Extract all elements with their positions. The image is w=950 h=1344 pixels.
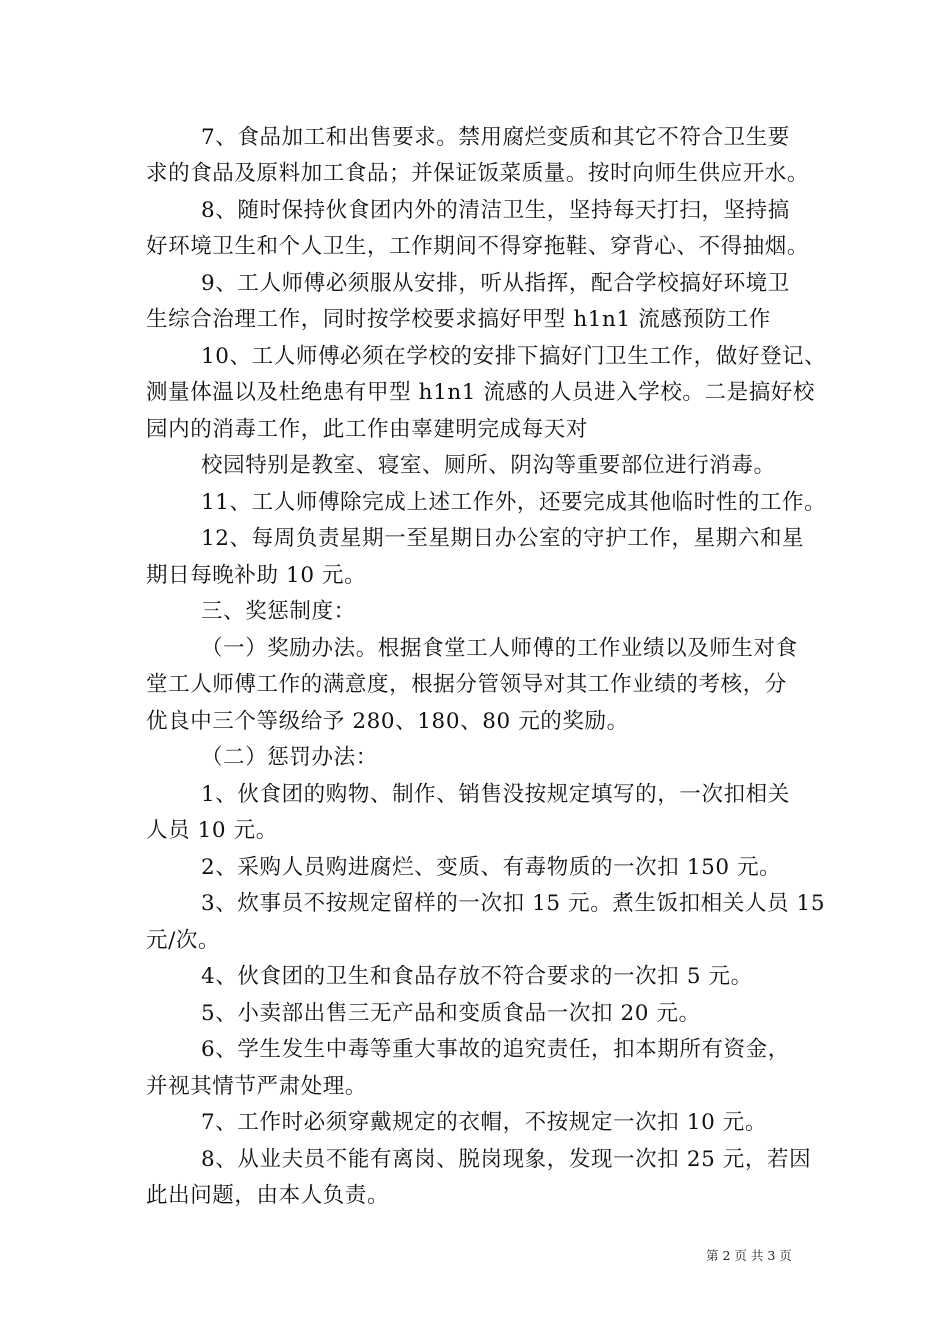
text-line: 7、食品加工和出售要求。禁用腐烂变质和其它不符合卫生要 (201, 125, 790, 150)
text-line: 7、工作时必须穿戴规定的衣帽，不按规定一次扣 10 元。 (201, 1110, 768, 1135)
text-line: 2、采购人员购进腐烂、变质、有毒物质的一次扣 150 元。 (201, 855, 782, 880)
subsection-heading: （二）惩罚办法： (201, 745, 378, 770)
text-line: 生综合治理工作，同时按学校要求搞好甲型 h1n1 流感预防工作 (146, 307, 771, 332)
text-line: 求的食品及原料加工食品；并保证饭菜质量。按时向师生供应开水。 (146, 161, 810, 186)
text-line: 好环境卫生和个人卫生，工作期间不得穿拖鞋、穿背心、不得抽烟。 (146, 234, 810, 259)
section-heading: 三、奖惩制度： (201, 599, 356, 624)
page-number: 第 2 页 共 3 页 (706, 1248, 792, 1263)
text-line: 人员 10 元。 (146, 818, 278, 843)
text-line: 8、随时保持伙食团内外的清洁卫生，坚持每天打扫，坚持搞 (201, 198, 790, 223)
text-line: 9、工人师傅必须服从安排，听从指挥，配合学校搞好环境卫 (201, 271, 790, 296)
text-line: 10、工人师傅必须在学校的安排下搞好门卫生工作，做好登记、 (201, 344, 827, 369)
text-line: 12、每周负责星期一至星期日办公室的守护工作，星期六和星 (201, 526, 805, 551)
text-line: 校园特别是教室、寝室、厕所、阴沟等重要部位进行消毒。 (201, 453, 776, 478)
text-line: 1、伙食团的购物、制作、销售没按规定填写的，一次扣相关 (201, 782, 790, 807)
text-line: 优良中三个等级给予 280、180、80 元的奖励。 (146, 709, 629, 734)
text-line: 6、学生发生中毒等重大事故的追究责任，扣本期所有资金， (201, 1037, 790, 1062)
text-line: 并视其情节严肃处理。 (146, 1074, 368, 1099)
text-line: 5、小卖部出售三无产品和变质食品一次扣 20 元。 (201, 1001, 701, 1026)
text-line: 3、炊事员不按规定留样的一次扣 15 元。煮生饭扣相关人员 15 (201, 891, 826, 916)
text-line: 4、伙食团的卫生和食品存放不符合要求的一次扣 5 元。 (201, 964, 753, 989)
text-line: 堂工人师傅工作的满意度，根据分管领导对其工作业绩的考核，分 (146, 672, 787, 697)
text-line: 期日每晚补助 10 元。 (146, 563, 367, 588)
text-line: 8、从业夫员不能有离岗、脱岗现象，发现一次扣 25 元，若因 (201, 1147, 812, 1172)
text-line: 此出问题，由本人负责。 (146, 1183, 390, 1208)
text-line: 元/次。 (146, 928, 221, 953)
text-line: 11、工人师傅除完成上述工作外，还要完成其他临时性的工作。 (201, 490, 827, 515)
text-line: 园内的消毒工作，此工作由辜建明完成每天对 (146, 417, 589, 442)
text-line: （一）奖励办法。根据食堂工人师傅的工作业绩以及师生对食 (201, 636, 798, 661)
text-line: 测量体温以及杜绝患有甲型 h1n1 流感的人员进入学校。二是搞好校 (146, 380, 816, 405)
